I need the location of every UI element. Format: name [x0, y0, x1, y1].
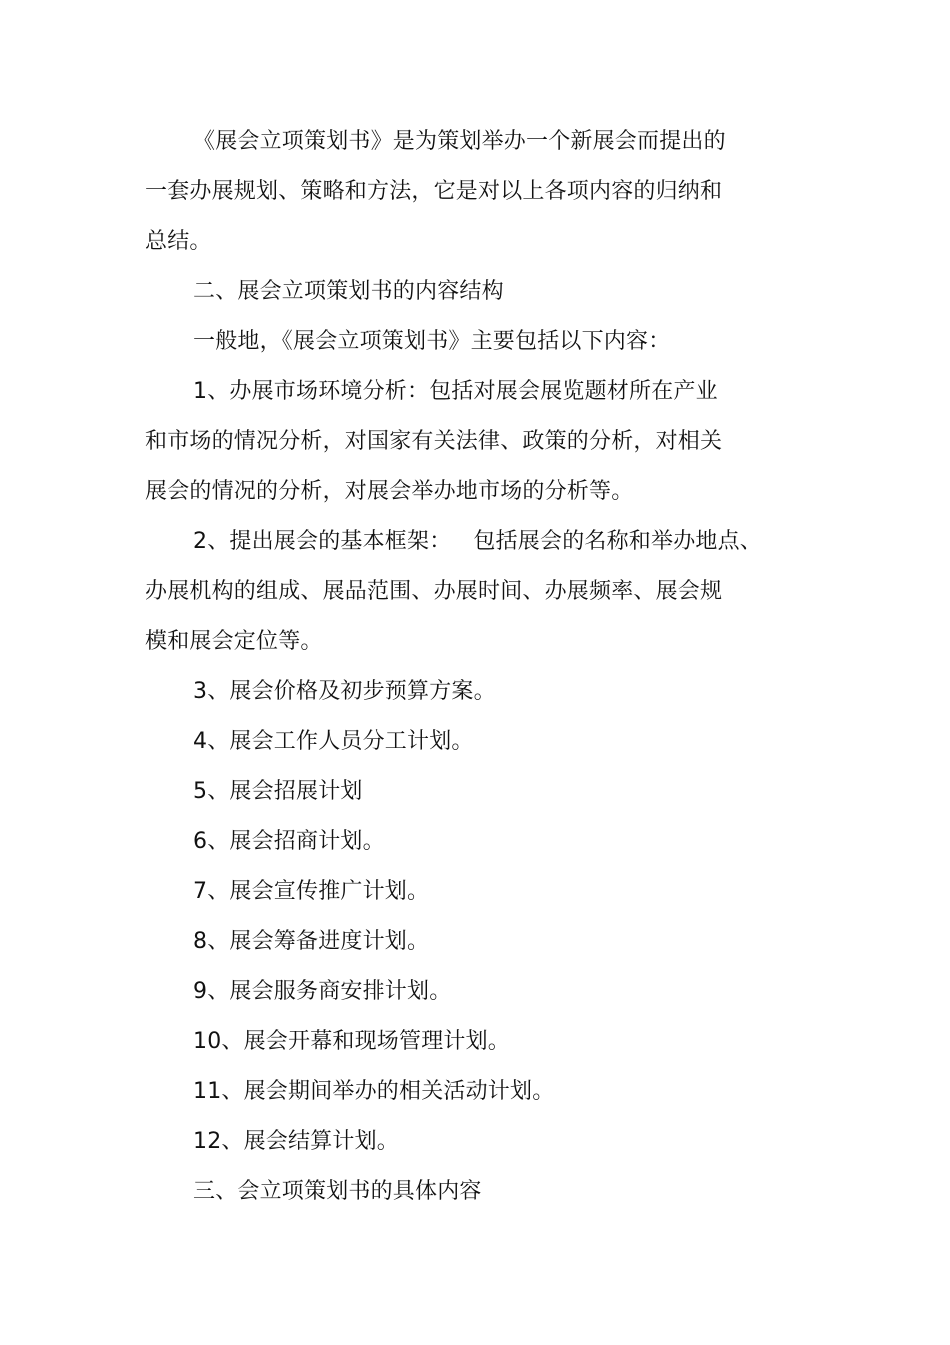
list-item: 4、展会工作人员分工计划。: [193, 729, 474, 754]
list-item-text: 包括展会的名称和举办地点、: [473, 529, 763, 554]
list-item-line: [193, 527, 762, 557]
section-heading: 二、展会立项策划书的内容结构: [193, 279, 504, 304]
section-heading: 三、会立项策划书的具体内容: [193, 1179, 482, 1204]
paragraph-line: 总结。: [145, 229, 212, 254]
paragraph-line: 一套办展规划、策略和方法，它是对以上各项内容的归纳和: [145, 179, 723, 204]
list-item: 9、展会服务商安排计划。: [193, 979, 452, 1004]
list-item: 5、展会招展计划: [193, 779, 363, 804]
list-item: 3、展会价格及初步预算方案。: [193, 679, 496, 704]
list-item: 8、展会筹备进度计划。: [193, 929, 430, 954]
list-item-line: 模和展会定位等。: [145, 629, 323, 654]
list-item: 6、展会招商计划。: [193, 829, 385, 854]
list-item: 12、展会结算计划。: [193, 1129, 399, 1154]
list-item-line: 1、办展市场环境分析：包括对展会展览题材所在产业: [193, 379, 718, 404]
list-item: 10、展会开幕和现场管理计划。: [193, 1029, 510, 1054]
list-item-line: 展会的情况的分析，对展会举办地市场的分析等。: [145, 479, 634, 504]
intro-line: 一般地，《展会立项策划书》主要包括以下内容：: [193, 329, 671, 354]
list-item: 7、展会宣传推广计划。: [193, 879, 430, 904]
list-item-line: 和市场的情况分析，对国家有关法律、政策的分析，对相关: [145, 429, 723, 454]
list-item: 11、展会期间举办的相关活动计划。: [193, 1079, 555, 1104]
list-item-line: 办展机构的组成、展品范围、办展时间、办展频率、展会规: [145, 579, 723, 604]
paragraph-line: 《展会立项策划书》是为策划举办一个新展会而提出的: [193, 129, 726, 154]
list-item-text: 2、提出展会的基本框架：: [193, 529, 452, 554]
